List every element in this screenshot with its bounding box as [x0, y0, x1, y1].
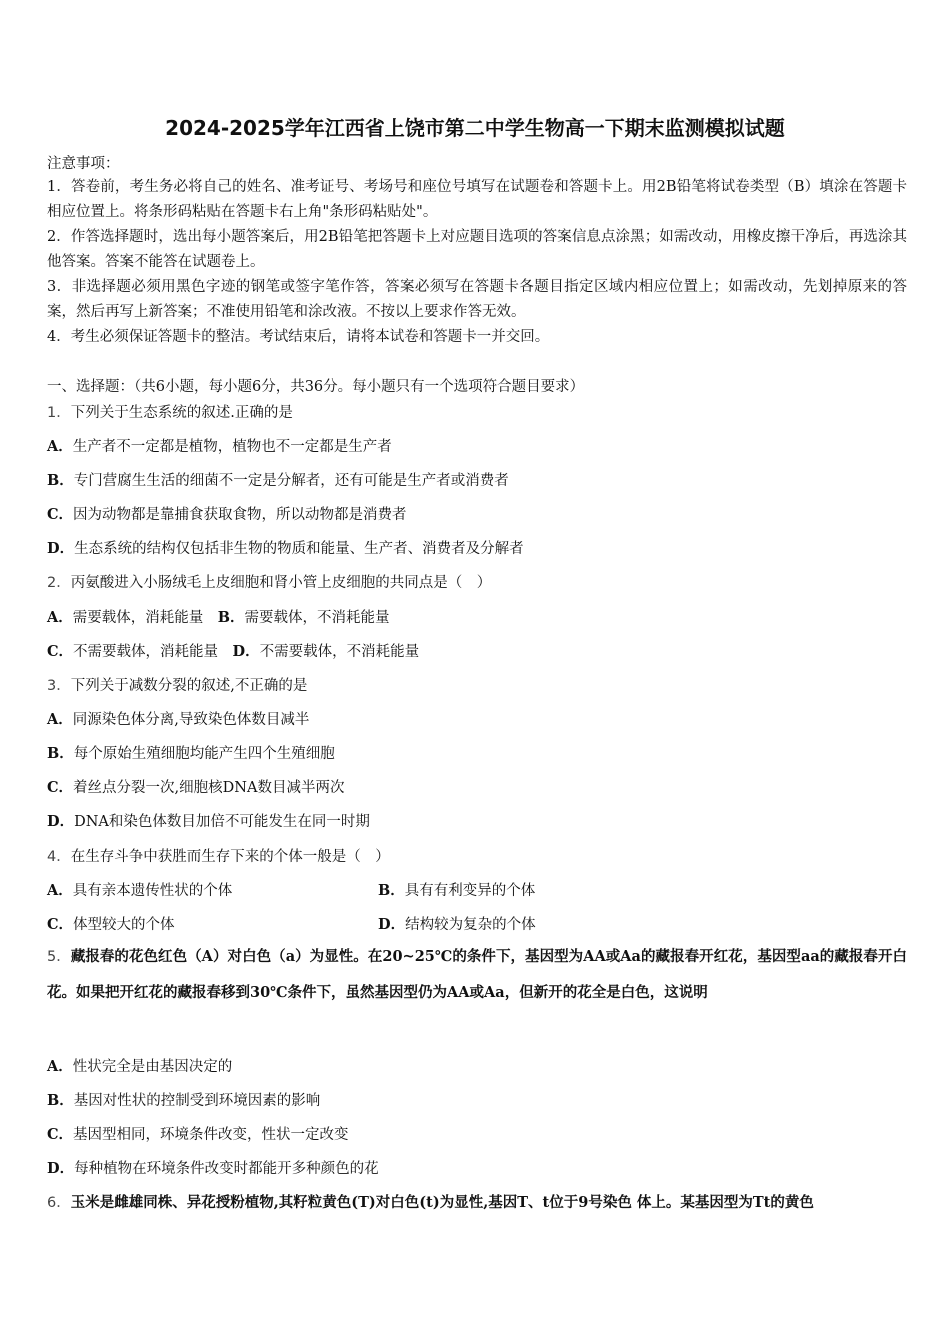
option-label: D．: [47, 540, 75, 557]
question-1-option-b: [47, 469, 509, 490]
question-3-stem: [47, 674, 307, 695]
question-text: 丙氨酸进入小肠绒毛上皮细胞和肾小管上皮细胞的共同点是（ ）: [70, 575, 492, 591]
question-3-option-a: [47, 708, 309, 729]
question-text: 在生存斗争中获胜而生存下来的个体一般是（ ）: [70, 849, 390, 865]
question-1-option-a: [47, 435, 392, 456]
option-text: 生产者不一定都是植物，植物也不一定都是生产者: [72, 439, 392, 455]
question-5-option-b: [47, 1089, 320, 1110]
question-2-stem: [47, 571, 491, 592]
option-label: B．: [217, 609, 245, 626]
option-label: A．: [47, 1058, 73, 1075]
question-4-option-a: [47, 879, 232, 900]
question-5-option-a: [47, 1055, 232, 1076]
option-label: C．: [47, 506, 74, 523]
option-label: D．: [232, 643, 260, 660]
question-text: 玉米是雌雄同株、异花授粉植物,其籽粒黄色(T)对白色(t)为显性,基因T、t位于9号染色 体上。某基因型为Tt的黄色: [70, 1194, 814, 1211]
notice-item-4: 4．考生必须保证答题卡的整洁。考试结束后，请将本试卷和答题卡一并交回。: [47, 329, 550, 345]
question-2-options-cd: [47, 640, 419, 661]
question-1-option-d: [47, 537, 524, 558]
section-heading: 一、选择题：（共6小题，每小题6分，共36分。每小题只有一个选项符合题目要求）: [47, 379, 585, 395]
option-label: D．: [47, 813, 75, 830]
question-text: 下列关于减数分裂的叙述,不正确的是: [70, 678, 308, 694]
question-4-option-d: [378, 913, 536, 934]
option-label: B．: [47, 1092, 74, 1109]
question-number: 5．: [47, 949, 71, 965]
question-1-option-c: [47, 503, 407, 524]
question-number: 3．: [47, 678, 71, 694]
option-text: 具有有利变异的个体: [404, 883, 536, 899]
option-label: A．: [47, 609, 73, 626]
option-text: 性状完全是由基因决定的: [72, 1059, 233, 1075]
option-label: A．: [47, 711, 73, 728]
option-text: 每种植物在环境条件改变时都能开多种颜色的花: [74, 1161, 379, 1177]
question-5-option-d: [47, 1157, 379, 1178]
question-text: 下列关于生态系统的叙述.正确的是: [70, 405, 293, 421]
question-number: 6．: [47, 1195, 71, 1211]
question-number: 1．: [47, 405, 71, 421]
question-4-stem: [47, 845, 390, 866]
option-text: 因为动物都是靠捕食获取食物，所以动物都是消费者: [73, 507, 407, 523]
option-label: A．: [47, 882, 73, 899]
option-text: 每个原始生殖细胞均能产生四个生殖细胞: [73, 746, 335, 762]
notice-item-1: 1．答卷前，考生务必将自己的姓名、准考证号、考场号和座位号填写在试题卷和答题卡上。用2B铅笔将试卷类型（B）填涂在答题卡相应位置上。将条形码粘贴在答题卡右上角"条形码粘贴处"。: [47, 179, 907, 220]
option-text: 需要载体，消耗能量: [72, 610, 204, 626]
option-label: B．: [378, 882, 405, 899]
notice-heading: 注意事项：: [47, 156, 120, 172]
option-text: 具有亲本遗传性状的个体: [72, 883, 233, 899]
option-text: 需要载体，不消耗能量: [244, 610, 390, 626]
option-label: C．: [47, 916, 74, 933]
option-text: 不需要载体，消耗能量: [73, 644, 219, 660]
notice-item-3: 3．非选择题必须用黑色字迹的钢笔或签字笔作答，答案必须写在答题卡各题目指定区域内相应位置上；如需改动，先划掉原来的答案，然后再写上新答案；不准使用铅笔和涂改液。不按以上要求作答无效。: [47, 279, 907, 320]
option-text: DNA和染色体数目加倍不可能发生在同一时期: [74, 814, 370, 830]
option-text: 同源染色体分离,导致染色体数目减半: [72, 712, 310, 728]
question-6-stem: [47, 1191, 814, 1212]
option-text: 不需要载体，不消耗能量: [259, 644, 420, 660]
option-label: B．: [47, 472, 74, 489]
question-number: 4．: [47, 849, 71, 865]
option-text: 基因型相同，环境条件改变，性状一定改变: [73, 1127, 349, 1143]
question-3-option-c: [47, 776, 344, 797]
option-label: A．: [47, 438, 73, 455]
option-label: D．: [378, 916, 406, 933]
question-3-option-d: [47, 810, 370, 831]
question-3-option-b: [47, 742, 335, 763]
notice-item-2: 2．作答选择题时，选出每小题答案后，用2B铅笔把答题卡上对应题目选项的答案信息点涂黑；如需改动，用橡皮擦干净后，再选涂其他答案。答案不能答在试题卷上。: [47, 229, 907, 270]
question-4-option-b: [378, 879, 535, 900]
option-text: 体型较大的个体: [73, 917, 175, 933]
question-1-stem: [47, 401, 293, 422]
option-text: 结构较为复杂的个体: [405, 917, 536, 933]
question-4-option-c: [47, 913, 175, 934]
option-label: C．: [47, 643, 74, 660]
option-label: B．: [47, 745, 74, 762]
question-text: 藏报春的花色红色（A）对白色（a）为显性。在20~25℃的条件下，基因型为AA或Aa的藏报春开红花，基因型aa的藏报春开白花。如果把开红花的藏报春移到30℃条件下，虽然基因型仍为AA或Aa，但新开的花全是白色，这说明: [47, 948, 907, 1001]
option-label: D．: [47, 1160, 75, 1177]
option-text: 专门营腐生生活的细菌不一定是分解者，还有可能是生产者或消费者: [73, 473, 509, 489]
option-text: 基因对性状的控制受到环境因素的影响: [73, 1093, 321, 1109]
option-text: 生态系统的结构仅包括非生物的物质和能量、生产者、消费者及分解者: [74, 541, 524, 557]
question-5-stem: [47, 939, 907, 1011]
question-2-options-ab: [47, 606, 390, 627]
option-label: C．: [47, 779, 74, 796]
question-number: 2．: [47, 575, 71, 591]
option-text: 着丝点分裂一次,细胞核DNA数目减半两次: [73, 780, 345, 796]
option-label: C．: [47, 1126, 74, 1143]
question-5-option-c: [47, 1123, 349, 1144]
page-title: 2024-2025学年江西省上饶市第二中学生物高一下期末监测模拟试题: [165, 116, 785, 140]
